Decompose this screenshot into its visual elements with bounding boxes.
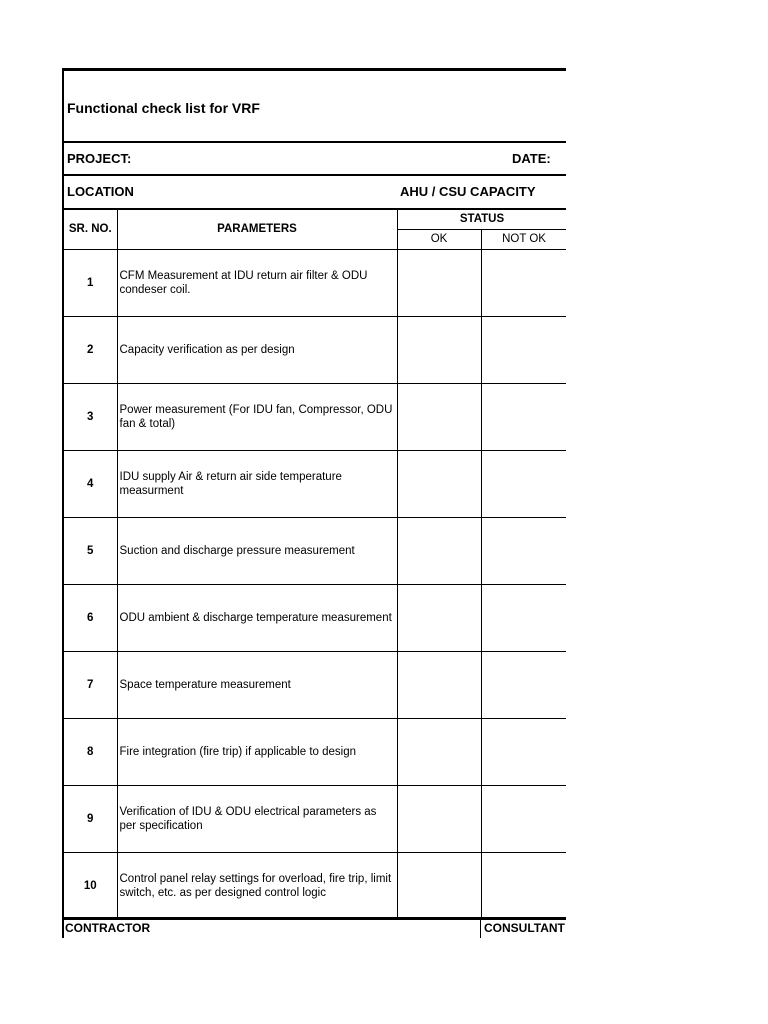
checklist-row — [63, 517, 566, 584]
checklist-row — [63, 584, 566, 651]
consultant-label: CONSULTANT — [480, 919, 565, 938]
item-parameter: Power measurement (For IDU fan, Compressor, ODU fan & total) — [117, 383, 397, 450]
item-parameter: Suction and discharge pressure measurement — [117, 517, 397, 584]
header-not-ok: NOT OK — [481, 229, 566, 249]
capacity-label: AHU / CSU CAPACITY — [400, 184, 536, 199]
item-number: 6 — [63, 584, 117, 651]
item-parameter: ODU ambient & discharge temperature measurement — [117, 584, 397, 651]
status-not-ok-cell[interactable] — [481, 517, 566, 584]
header-status: STATUS — [397, 209, 566, 229]
item-parameter: Capacity verification as per design — [117, 316, 397, 383]
item-number: 2 — [63, 316, 117, 383]
status-not-ok-cell[interactable] — [481, 383, 566, 450]
status-ok-cell[interactable] — [397, 383, 481, 450]
location-row — [62, 174, 566, 208]
status-not-ok-cell[interactable] — [481, 584, 566, 651]
item-number: 10 — [63, 852, 117, 919]
item-number: 7 — [63, 651, 117, 718]
checklist-row — [63, 852, 566, 919]
item-number: 5 — [63, 517, 117, 584]
date-label: DATE: — [512, 151, 551, 166]
status-not-ok-cell[interactable] — [481, 249, 566, 316]
signature-row — [62, 917, 566, 938]
table-header-row — [63, 209, 566, 229]
checklist-row — [63, 450, 566, 517]
status-not-ok-cell[interactable] — [481, 316, 566, 383]
checklist-table — [62, 208, 566, 920]
item-parameter: Fire integration (fire trip) if applicable to design — [117, 718, 397, 785]
checklist-sheet — [62, 68, 566, 938]
checklist-row — [63, 651, 566, 718]
document-title: Functional check list for VRF — [67, 100, 260, 116]
status-not-ok-cell[interactable] — [481, 718, 566, 785]
status-not-ok-cell[interactable] — [481, 651, 566, 718]
header-ok: OK — [397, 229, 481, 249]
location-label: LOCATION — [67, 184, 134, 199]
item-number: 4 — [63, 450, 117, 517]
checklist-row — [63, 785, 566, 852]
status-ok-cell[interactable] — [397, 852, 481, 919]
project-label: PROJECT: — [67, 151, 132, 166]
contractor-label: CONTRACTOR — [65, 921, 151, 935]
item-parameter: IDU supply Air & return air side temperature measurment — [117, 450, 397, 517]
status-not-ok-cell[interactable] — [481, 450, 566, 517]
title-row — [62, 68, 566, 142]
item-parameter: Verification of IDU & ODU electrical parameters as per specification — [117, 785, 397, 852]
checklist-row — [63, 249, 566, 316]
status-not-ok-cell[interactable] — [481, 852, 566, 919]
status-ok-cell[interactable] — [397, 718, 481, 785]
left-border — [62, 68, 64, 938]
status-ok-cell[interactable] — [397, 316, 481, 383]
item-parameter: CFM Measurement at IDU return air filter & ODU condeser coil. — [117, 249, 397, 316]
item-parameter: Space temperature measurement — [117, 651, 397, 718]
checklist-items — [63, 249, 566, 919]
item-number: 3 — [63, 383, 117, 450]
project-row — [62, 141, 566, 175]
header-parameters: PARAMETERS — [117, 209, 397, 249]
status-ok-cell[interactable] — [397, 450, 481, 517]
status-ok-cell[interactable] — [397, 249, 481, 316]
item-number: 1 — [63, 249, 117, 316]
item-parameter: Control panel relay settings for overload, fire trip, limit switch, etc. as per designed control logic — [117, 852, 397, 919]
checklist-row — [63, 383, 566, 450]
status-not-ok-cell[interactable] — [481, 785, 566, 852]
status-ok-cell[interactable] — [397, 584, 481, 651]
status-ok-cell[interactable] — [397, 651, 481, 718]
item-number: 9 — [63, 785, 117, 852]
checklist-row — [63, 316, 566, 383]
status-ok-cell[interactable] — [397, 785, 481, 852]
item-number: 8 — [63, 718, 117, 785]
checklist-row — [63, 718, 566, 785]
status-ok-cell[interactable] — [397, 517, 481, 584]
header-sr-no: SR. NO. — [63, 209, 117, 249]
